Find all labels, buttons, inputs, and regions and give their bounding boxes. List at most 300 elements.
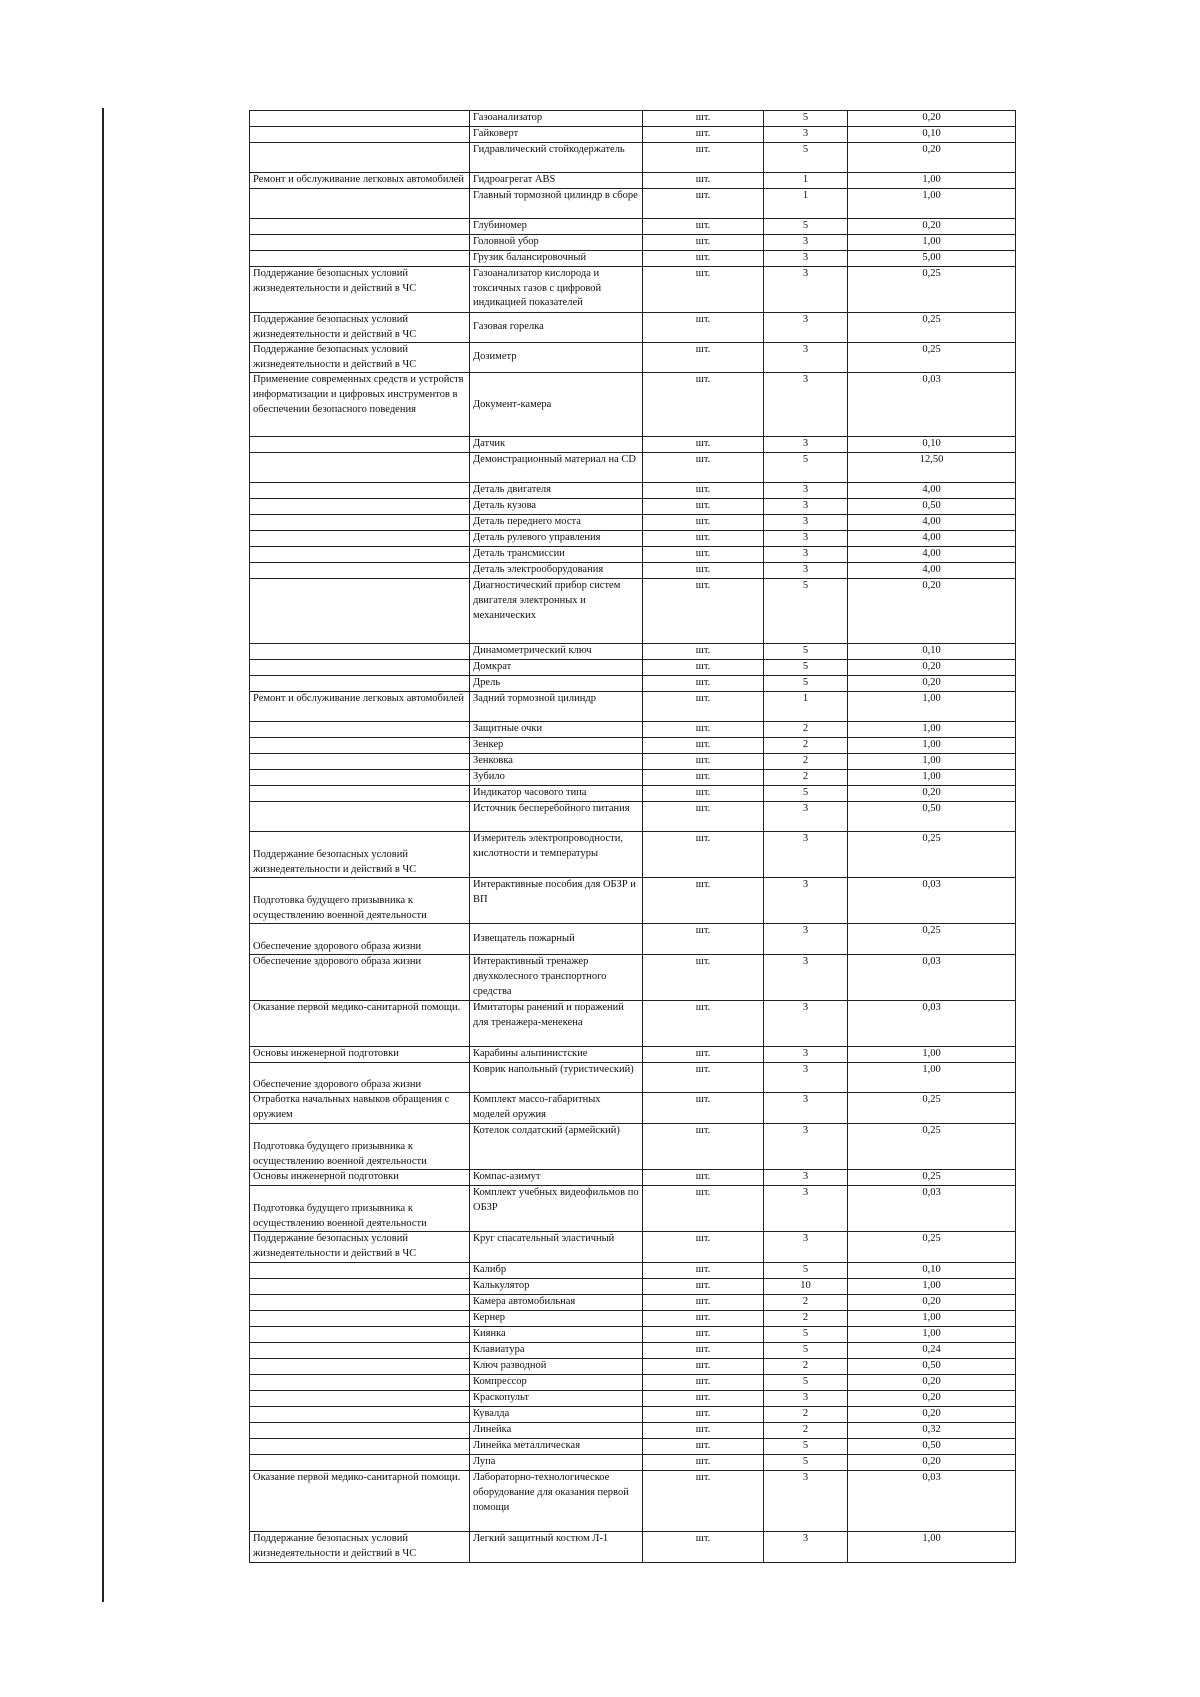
norm-cell: 1,00 bbox=[848, 770, 1016, 786]
table-row bbox=[250, 1279, 1016, 1295]
item-name-cell: Компас-азимут bbox=[470, 1170, 643, 1186]
section-cell bbox=[250, 660, 470, 676]
item-name-cell: Гайковерт bbox=[470, 127, 643, 143]
item-name-cell: Калибр bbox=[470, 1263, 643, 1279]
equipment-table-body bbox=[250, 111, 1016, 1563]
quantity-cell: 3 bbox=[764, 1391, 848, 1407]
norm-cell: 0,10 bbox=[848, 1263, 1016, 1279]
section-cell bbox=[250, 754, 470, 770]
quantity-cell: 3 bbox=[764, 343, 848, 373]
table-row bbox=[250, 1327, 1016, 1343]
table-row bbox=[250, 453, 1016, 483]
unit-cell: шт. bbox=[643, 1186, 764, 1232]
quantity-cell: 3 bbox=[764, 1001, 848, 1047]
item-name-cell: Котелок солдатский (армейский) bbox=[470, 1124, 643, 1170]
section-cell bbox=[250, 1279, 470, 1295]
table-row bbox=[250, 1170, 1016, 1186]
norm-cell: 0,32 bbox=[848, 1423, 1016, 1439]
norm-cell: 0,25 bbox=[848, 1170, 1016, 1186]
section-cell: Подготовка будущего призывника к осуществлению военной деятельности bbox=[250, 878, 470, 924]
unit-cell: шт. bbox=[643, 692, 764, 722]
norm-cell: 1,00 bbox=[848, 1532, 1016, 1563]
table-row bbox=[250, 1311, 1016, 1327]
unit-cell: шт. bbox=[643, 173, 764, 189]
section-cell: Основы инженерной подготовки bbox=[250, 1047, 470, 1063]
table-row bbox=[250, 676, 1016, 692]
section-cell: Обеспечение здорового образа жизни bbox=[250, 924, 470, 955]
section-cell bbox=[250, 189, 470, 219]
unit-cell: шт. bbox=[643, 770, 764, 786]
table-row bbox=[250, 754, 1016, 770]
quantity-cell: 2 bbox=[764, 1407, 848, 1423]
unit-cell: шт. bbox=[643, 515, 764, 531]
norm-cell: 0,20 bbox=[848, 1407, 1016, 1423]
unit-cell: шт. bbox=[643, 1170, 764, 1186]
norm-cell: 0,25 bbox=[848, 1124, 1016, 1170]
norm-cell: 0,25 bbox=[848, 267, 1016, 313]
section-cell: Поддержание безопасных условий жизнедеятельности и действий в ЧС bbox=[250, 313, 470, 343]
equipment-table bbox=[249, 110, 1016, 1563]
unit-cell: шт. bbox=[643, 832, 764, 878]
norm-cell: 4,00 bbox=[848, 483, 1016, 499]
section-cell: Подготовка будущего призывника к осуществлению военной деятельности bbox=[250, 1186, 470, 1232]
quantity-cell: 5 bbox=[764, 1263, 848, 1279]
norm-cell: 0,03 bbox=[848, 878, 1016, 924]
item-name-cell: Линейка металлическая bbox=[470, 1439, 643, 1455]
table-row bbox=[250, 483, 1016, 499]
quantity-cell: 3 bbox=[764, 235, 848, 251]
norm-cell: 1,00 bbox=[848, 173, 1016, 189]
unit-cell: шт. bbox=[643, 1532, 764, 1563]
item-name-cell: Комплект учебных видеофильмов по ОБЗР bbox=[470, 1186, 643, 1232]
item-name-cell: Задний тормозной цилиндр bbox=[470, 692, 643, 722]
item-name-cell: Зенковка bbox=[470, 754, 643, 770]
item-name-cell: Динамометрический ключ bbox=[470, 644, 643, 660]
quantity-cell: 1 bbox=[764, 173, 848, 189]
item-name-cell: Калькулятор bbox=[470, 1279, 643, 1295]
item-name-cell: Дозиметр bbox=[470, 343, 643, 373]
table-row bbox=[250, 515, 1016, 531]
unit-cell: шт. bbox=[643, 1407, 764, 1423]
unit-cell: шт. bbox=[643, 531, 764, 547]
item-name-cell: Кувалда bbox=[470, 1407, 643, 1423]
norm-cell: 0,20 bbox=[848, 660, 1016, 676]
section-cell bbox=[250, 547, 470, 563]
unit-cell: шт. bbox=[643, 802, 764, 832]
norm-cell: 1,00 bbox=[848, 1279, 1016, 1295]
norm-cell: 0,50 bbox=[848, 1439, 1016, 1455]
section-cell bbox=[250, 579, 470, 644]
norm-cell: 1,00 bbox=[848, 1047, 1016, 1063]
section-cell bbox=[250, 786, 470, 802]
quantity-cell: 3 bbox=[764, 499, 848, 515]
quantity-cell: 2 bbox=[764, 770, 848, 786]
unit-cell: шт. bbox=[643, 1471, 764, 1532]
item-name-cell: Комплект массо-габаритных моделей оружия bbox=[470, 1093, 643, 1124]
quantity-cell: 3 bbox=[764, 832, 848, 878]
table-row bbox=[250, 313, 1016, 343]
item-name-cell: Источник бесперебойного питания bbox=[470, 802, 643, 832]
norm-cell: 0,10 bbox=[848, 127, 1016, 143]
section-cell bbox=[250, 676, 470, 692]
unit-cell: шт. bbox=[643, 343, 764, 373]
table-row bbox=[250, 1359, 1016, 1375]
norm-cell: 0,20 bbox=[848, 786, 1016, 802]
section-cell bbox=[250, 1439, 470, 1455]
unit-cell: шт. bbox=[643, 373, 764, 437]
section-cell: Поддержание безопасных условий жизнедеятельности и действий в ЧС bbox=[250, 343, 470, 373]
item-name-cell: Имитаторы ранений и поражений для тренажера-менекена bbox=[470, 1001, 643, 1047]
unit-cell: шт. bbox=[643, 1439, 764, 1455]
table-row bbox=[250, 660, 1016, 676]
norm-cell: 1,00 bbox=[848, 722, 1016, 738]
quantity-cell: 5 bbox=[764, 676, 848, 692]
quantity-cell: 5 bbox=[764, 1343, 848, 1359]
quantity-cell: 3 bbox=[764, 878, 848, 924]
quantity-cell: 3 bbox=[764, 1532, 848, 1563]
unit-cell: шт. bbox=[643, 189, 764, 219]
unit-cell: шт. bbox=[643, 1001, 764, 1047]
norm-cell: 0,25 bbox=[848, 343, 1016, 373]
item-name-cell: Датчик bbox=[470, 437, 643, 453]
section-cell bbox=[250, 722, 470, 738]
norm-cell: 1,00 bbox=[848, 1327, 1016, 1343]
norm-cell: 12,50 bbox=[848, 453, 1016, 483]
table-row bbox=[250, 143, 1016, 173]
section-cell bbox=[250, 738, 470, 754]
quantity-cell: 3 bbox=[764, 373, 848, 437]
unit-cell: шт. bbox=[643, 499, 764, 515]
quantity-cell: 5 bbox=[764, 644, 848, 660]
norm-cell: 0,03 bbox=[848, 955, 1016, 1001]
quantity-cell: 2 bbox=[764, 738, 848, 754]
section-cell: Обеспечение здорового образа жизни bbox=[250, 955, 470, 1001]
norm-cell: 5,00 bbox=[848, 251, 1016, 267]
quantity-cell: 3 bbox=[764, 515, 848, 531]
section-cell: Подготовка будущего призывника к осуществлению военной деятельности bbox=[250, 1124, 470, 1170]
item-name-cell: Головной убор bbox=[470, 235, 643, 251]
section-cell: Поддержание безопасных условий жизнедеятельности и действий в ЧС bbox=[250, 832, 470, 878]
item-name-cell: Компрессор bbox=[470, 1375, 643, 1391]
item-name-cell: Диагностический прибор систем двигателя электронных и механических bbox=[470, 579, 643, 644]
section-cell: Основы инженерной подготовки bbox=[250, 1170, 470, 1186]
unit-cell: шт. bbox=[643, 1455, 764, 1471]
table-row bbox=[250, 955, 1016, 1001]
quantity-cell: 2 bbox=[764, 1359, 848, 1375]
item-name-cell: Дрель bbox=[470, 676, 643, 692]
item-name-cell: Деталь двигателя bbox=[470, 483, 643, 499]
unit-cell: шт. bbox=[643, 251, 764, 267]
unit-cell: шт. bbox=[643, 1279, 764, 1295]
quantity-cell: 3 bbox=[764, 1170, 848, 1186]
quantity-cell: 3 bbox=[764, 563, 848, 579]
quantity-cell: 3 bbox=[764, 483, 848, 499]
unit-cell: шт. bbox=[643, 754, 764, 770]
section-cell bbox=[250, 1407, 470, 1423]
norm-cell: 0,50 bbox=[848, 1359, 1016, 1375]
norm-cell: 0,25 bbox=[848, 832, 1016, 878]
unit-cell: шт. bbox=[643, 313, 764, 343]
unit-cell: шт. bbox=[643, 235, 764, 251]
section-cell bbox=[250, 515, 470, 531]
unit-cell: шт. bbox=[643, 453, 764, 483]
quantity-cell: 5 bbox=[764, 453, 848, 483]
norm-cell: 0,50 bbox=[848, 802, 1016, 832]
item-name-cell: Карабины альпинистские bbox=[470, 1047, 643, 1063]
unit-cell: шт. bbox=[643, 955, 764, 1001]
table-row bbox=[250, 878, 1016, 924]
section-cell bbox=[250, 1455, 470, 1471]
item-name-cell: Газоанализатор кислорода и токсичных газов с цифровой индикацией показателей bbox=[470, 267, 643, 313]
table-row bbox=[250, 924, 1016, 955]
unit-cell: шт. bbox=[643, 1047, 764, 1063]
table-row bbox=[250, 802, 1016, 832]
section-cell: Оказание первой медико-санитарной помощи. bbox=[250, 1471, 470, 1532]
section-cell bbox=[250, 453, 470, 483]
section-cell bbox=[250, 563, 470, 579]
table-row bbox=[250, 1375, 1016, 1391]
table-row bbox=[250, 1439, 1016, 1455]
table-row bbox=[250, 219, 1016, 235]
norm-cell: 0,20 bbox=[848, 1295, 1016, 1311]
norm-cell: 0,03 bbox=[848, 373, 1016, 437]
norm-cell: 1,00 bbox=[848, 235, 1016, 251]
unit-cell: шт. bbox=[643, 219, 764, 235]
norm-cell: 4,00 bbox=[848, 515, 1016, 531]
quantity-cell: 2 bbox=[764, 754, 848, 770]
table-row bbox=[250, 1093, 1016, 1124]
unit-cell: шт. bbox=[643, 267, 764, 313]
table-row bbox=[250, 1407, 1016, 1423]
section-cell bbox=[250, 1311, 470, 1327]
quantity-cell: 2 bbox=[764, 722, 848, 738]
section-cell bbox=[250, 1343, 470, 1359]
section-cell bbox=[250, 1263, 470, 1279]
quantity-cell: 2 bbox=[764, 1311, 848, 1327]
quantity-cell: 5 bbox=[764, 660, 848, 676]
item-name-cell: Интерактивные пособия для ОБЗР и ВП bbox=[470, 878, 643, 924]
table-row bbox=[250, 1186, 1016, 1232]
table-row bbox=[250, 189, 1016, 219]
section-cell bbox=[250, 1327, 470, 1343]
unit-cell: шт. bbox=[643, 127, 764, 143]
quantity-cell: 5 bbox=[764, 1439, 848, 1455]
norm-cell: 0,03 bbox=[848, 1001, 1016, 1047]
section-cell bbox=[250, 483, 470, 499]
section-cell bbox=[250, 219, 470, 235]
norm-cell: 0,20 bbox=[848, 1375, 1016, 1391]
item-name-cell: Извещатель пожарный bbox=[470, 924, 643, 955]
item-name-cell: Деталь переднего моста bbox=[470, 515, 643, 531]
section-cell bbox=[250, 802, 470, 832]
item-name-cell: Гидроагрегат ABS bbox=[470, 173, 643, 189]
unit-cell: шт. bbox=[643, 1124, 764, 1170]
unit-cell: шт. bbox=[643, 1263, 764, 1279]
quantity-cell: 3 bbox=[764, 924, 848, 955]
unit-cell: шт. bbox=[643, 786, 764, 802]
section-cell bbox=[250, 1295, 470, 1311]
item-name-cell: Зенкер bbox=[470, 738, 643, 754]
norm-cell: 4,00 bbox=[848, 563, 1016, 579]
unit-cell: шт. bbox=[643, 924, 764, 955]
table-row bbox=[250, 499, 1016, 515]
quantity-cell: 3 bbox=[764, 1186, 848, 1232]
quantity-cell: 5 bbox=[764, 1375, 848, 1391]
norm-cell: 0,20 bbox=[848, 219, 1016, 235]
unit-cell: шт. bbox=[643, 1063, 764, 1093]
table-row bbox=[250, 531, 1016, 547]
quantity-cell: 5 bbox=[764, 111, 848, 127]
table-row bbox=[250, 692, 1016, 722]
table-row bbox=[250, 1047, 1016, 1063]
item-name-cell: Легкий защитный костюм Л-1 bbox=[470, 1532, 643, 1563]
quantity-cell: 3 bbox=[764, 251, 848, 267]
item-name-cell: Демонстрационный материал на CD bbox=[470, 453, 643, 483]
section-cell bbox=[250, 1391, 470, 1407]
item-name-cell: Измеритель электропроводности, кислотности и температуры bbox=[470, 832, 643, 878]
unit-cell: шт. bbox=[643, 644, 764, 660]
table-row bbox=[250, 373, 1016, 437]
table-row bbox=[250, 251, 1016, 267]
section-cell: Поддержание безопасных условий жизнедеятельности и действий в ЧС bbox=[250, 267, 470, 313]
norm-cell: 0,25 bbox=[848, 924, 1016, 955]
quantity-cell: 3 bbox=[764, 1047, 848, 1063]
norm-cell: 4,00 bbox=[848, 531, 1016, 547]
quantity-cell: 2 bbox=[764, 1295, 848, 1311]
unit-cell: шт. bbox=[643, 1295, 764, 1311]
item-name-cell: Деталь рулевого управления bbox=[470, 531, 643, 547]
item-name-cell: Коврик напольный (туристический) bbox=[470, 1063, 643, 1093]
quantity-cell: 3 bbox=[764, 1063, 848, 1093]
unit-cell: шт. bbox=[643, 483, 764, 499]
item-name-cell: Глубиномер bbox=[470, 219, 643, 235]
norm-cell: 4,00 bbox=[848, 547, 1016, 563]
quantity-cell: 5 bbox=[764, 143, 848, 173]
table-row bbox=[250, 722, 1016, 738]
section-cell: Обеспечение здорового образа жизни bbox=[250, 1063, 470, 1093]
table-row bbox=[250, 235, 1016, 251]
unit-cell: шт. bbox=[643, 1423, 764, 1439]
unit-cell: шт. bbox=[643, 1343, 764, 1359]
quantity-cell: 1 bbox=[764, 189, 848, 219]
item-name-cell: Главный тормозной цилиндр в сборе bbox=[470, 189, 643, 219]
item-name-cell: Камера автомобильная bbox=[470, 1295, 643, 1311]
norm-cell: 0,03 bbox=[848, 1186, 1016, 1232]
quantity-cell: 5 bbox=[764, 786, 848, 802]
section-cell bbox=[250, 770, 470, 786]
table-row bbox=[250, 1423, 1016, 1439]
table-row bbox=[250, 437, 1016, 453]
table-row bbox=[250, 738, 1016, 754]
norm-cell: 1,00 bbox=[848, 189, 1016, 219]
norm-cell: 0,25 bbox=[848, 1232, 1016, 1263]
section-cell bbox=[250, 251, 470, 267]
unit-cell: шт. bbox=[643, 143, 764, 173]
table-row bbox=[250, 563, 1016, 579]
section-cell bbox=[250, 143, 470, 173]
unit-cell: шт. bbox=[643, 660, 764, 676]
table-row bbox=[250, 1455, 1016, 1471]
table-row bbox=[250, 786, 1016, 802]
unit-cell: шт. bbox=[643, 563, 764, 579]
table-row bbox=[250, 267, 1016, 313]
table-row bbox=[250, 579, 1016, 644]
quantity-cell: 5 bbox=[764, 1455, 848, 1471]
norm-cell: 1,00 bbox=[848, 692, 1016, 722]
table-row bbox=[250, 1343, 1016, 1359]
item-name-cell: Клавиатура bbox=[470, 1343, 643, 1359]
quantity-cell: 5 bbox=[764, 1327, 848, 1343]
item-name-cell: Интерактивный тренажер двухколесного транспортного средства bbox=[470, 955, 643, 1001]
quantity-cell: 10 bbox=[764, 1279, 848, 1295]
item-name-cell: Лупа bbox=[470, 1455, 643, 1471]
norm-cell: 0,25 bbox=[848, 1093, 1016, 1124]
norm-cell: 0,50 bbox=[848, 499, 1016, 515]
section-cell bbox=[250, 235, 470, 251]
table-row bbox=[250, 343, 1016, 373]
table-row bbox=[250, 770, 1016, 786]
quantity-cell: 3 bbox=[764, 1471, 848, 1532]
norm-cell: 0,20 bbox=[848, 579, 1016, 644]
norm-cell: 0,20 bbox=[848, 111, 1016, 127]
item-name-cell: Деталь электрооборудования bbox=[470, 563, 643, 579]
quantity-cell: 3 bbox=[764, 127, 848, 143]
item-name-cell: Газовая горелка bbox=[470, 313, 643, 343]
item-name-cell: Гидравлический стойкодержатель bbox=[470, 143, 643, 173]
unit-cell: шт. bbox=[643, 1093, 764, 1124]
norm-cell: 0,24 bbox=[848, 1343, 1016, 1359]
unit-cell: шт. bbox=[643, 738, 764, 754]
section-cell: Оказание первой медико-санитарной помощи. bbox=[250, 1001, 470, 1047]
item-name-cell: Грузик балансировочный bbox=[470, 251, 643, 267]
table-row bbox=[250, 1263, 1016, 1279]
table-row bbox=[250, 1232, 1016, 1263]
section-cell: Поддержание безопасных условий жизнедеятельности и действий в ЧС bbox=[250, 1532, 470, 1563]
table-row bbox=[250, 1391, 1016, 1407]
item-name-cell: Ключ разводной bbox=[470, 1359, 643, 1375]
unit-cell: шт. bbox=[643, 579, 764, 644]
item-name-cell: Деталь трансмиссии bbox=[470, 547, 643, 563]
section-cell bbox=[250, 1375, 470, 1391]
section-cell bbox=[250, 644, 470, 660]
unit-cell: шт. bbox=[643, 547, 764, 563]
quantity-cell: 3 bbox=[764, 1093, 848, 1124]
norm-cell: 0,20 bbox=[848, 1391, 1016, 1407]
page-margin-line bbox=[102, 108, 104, 1602]
item-name-cell: Лабораторно-технологическое оборудование для оказания первой помощи bbox=[470, 1471, 643, 1532]
unit-cell: шт. bbox=[643, 111, 764, 127]
section-cell bbox=[250, 499, 470, 515]
unit-cell: шт. bbox=[643, 722, 764, 738]
section-cell: Поддержание безопасных условий жизнедеятельности и действий в ЧС bbox=[250, 1232, 470, 1263]
norm-cell: 1,00 bbox=[848, 1063, 1016, 1093]
table-row bbox=[250, 1124, 1016, 1170]
norm-cell: 0,10 bbox=[848, 437, 1016, 453]
item-name-cell: Домкрат bbox=[470, 660, 643, 676]
item-name-cell: Краскопульт bbox=[470, 1391, 643, 1407]
table-row bbox=[250, 1063, 1016, 1093]
unit-cell: шт. bbox=[643, 1232, 764, 1263]
quantity-cell: 3 bbox=[764, 1124, 848, 1170]
quantity-cell: 3 bbox=[764, 267, 848, 313]
table-row bbox=[250, 127, 1016, 143]
table-row bbox=[250, 173, 1016, 189]
section-cell: Ремонт и обслуживание легковых автомобилей bbox=[250, 692, 470, 722]
unit-cell: шт. bbox=[643, 1359, 764, 1375]
norm-cell: 0,25 bbox=[848, 313, 1016, 343]
item-name-cell: Кернер bbox=[470, 1311, 643, 1327]
norm-cell: 1,00 bbox=[848, 754, 1016, 770]
